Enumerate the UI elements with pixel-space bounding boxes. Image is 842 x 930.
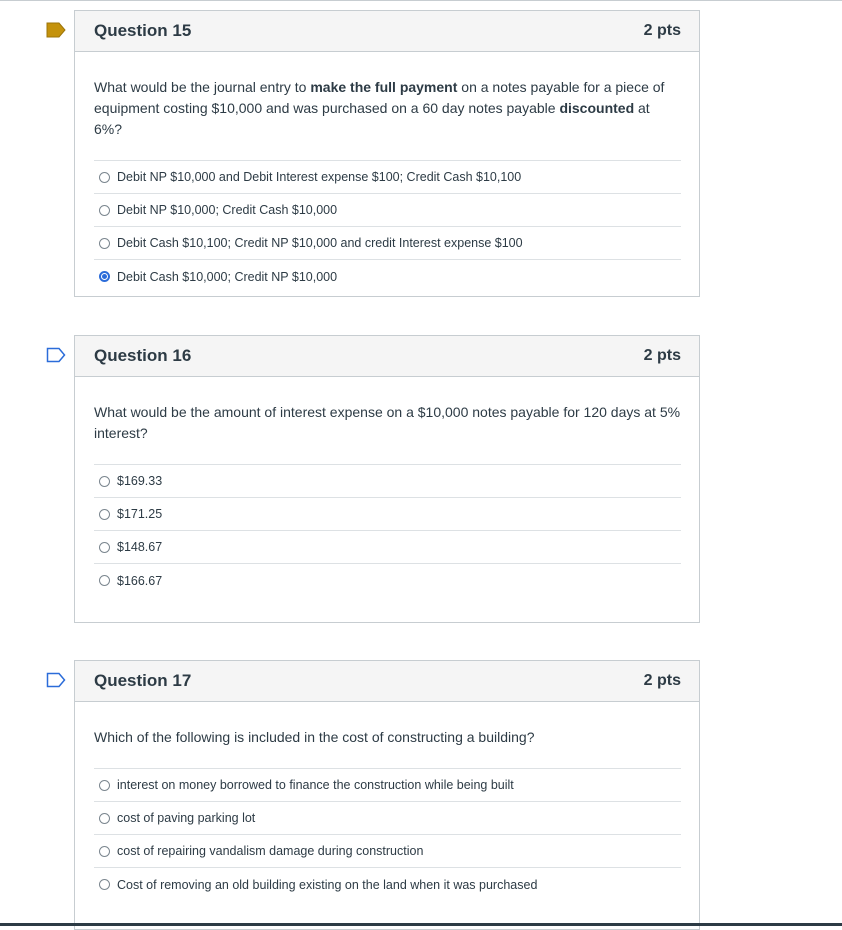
answer-label: $171.25 [117,507,163,521]
flag-question-17-icon[interactable] [46,672,66,688]
radio-button[interactable] [99,509,110,520]
question-text-part: What would be the journal entry to [94,79,311,95]
answer-option[interactable] [94,564,681,597]
radio-button[interactable] [99,476,110,487]
radio-button[interactable] [99,542,110,553]
radio-button[interactable] [99,575,110,586]
answer-option[interactable] [94,531,681,564]
radio-button[interactable] [99,172,110,183]
answer-option[interactable] [94,161,681,194]
answer-list [94,768,681,901]
question-text-part: on a notes payable for a piece of equipment costing $10,000 and was purchased on a 60 day notes payable [94,79,665,116]
answer-list [94,464,681,597]
question-header [75,336,699,377]
radio-button-selected[interactable] [99,271,110,282]
question-points: 2 pts [643,22,681,39]
answer-option[interactable] [94,868,681,901]
question-text-bold: discounted [559,100,635,116]
answer-option[interactable] [94,227,681,260]
question-text-part: at 6%? [94,100,650,137]
question-title: Question 16 [94,346,192,365]
answer-label: $169.33 [117,474,163,488]
radio-button[interactable] [99,846,110,857]
radio-button[interactable] [99,780,110,791]
question-text: What would be the amount of interest expense on a $10,000 notes payable for 120 days at 5% interest? [94,404,681,441]
question-header [75,661,699,702]
radio-button[interactable] [99,205,110,216]
answer-option[interactable] [94,465,681,498]
question-16 [74,335,700,623]
answer-label: $148.67 [117,540,163,554]
radio-button[interactable] [99,879,110,890]
answer-label: cost of paving parking lot [117,811,256,825]
question-17 [74,660,700,930]
top-divider [0,0,842,1]
question-points: 2 pts [643,672,681,689]
answer-label: cost of repairing vandalism damage during construction [117,844,424,858]
answer-label: Debit NP $10,000 and Debit Interest expense $100; Credit Cash $10,100 [117,170,522,184]
flag-question-16-icon[interactable] [46,347,66,363]
question-title: Question 17 [94,671,192,690]
answer-option[interactable] [94,802,681,835]
answer-option[interactable] [94,769,681,802]
question-text: Which of the following is included in the cost of constructing a building? [94,729,535,745]
answer-option[interactable] [94,835,681,868]
answer-label: Cost of removing an old building existing on the land when it was purchased [117,877,538,892]
answer-option[interactable] [94,194,681,227]
question-15 [74,10,700,297]
answer-label: Debit Cash $10,000; Credit NP $10,000 [117,269,338,284]
question-header [75,11,699,52]
answer-label: Debit NP $10,000; Credit Cash $10,000 [117,203,338,217]
radio-button[interactable] [99,813,110,824]
question-text-bold: make the full payment [310,79,458,95]
answer-label: interest on money borrowed to finance the construction while being built [117,778,514,792]
question-points: 2 pts [643,347,681,364]
answer-label: Debit Cash $10,100; Credit NP $10,000 and credit Interest expense $100 [117,236,523,250]
answer-option[interactable] [94,498,681,531]
question-title: Question 15 [94,21,192,40]
question-text [94,52,681,140]
answer-label: $166.67 [117,573,163,588]
radio-button[interactable] [99,238,110,249]
answer-list [94,160,681,293]
answer-option-selected[interactable] [94,260,681,293]
flag-question-15-icon[interactable] [46,22,66,38]
